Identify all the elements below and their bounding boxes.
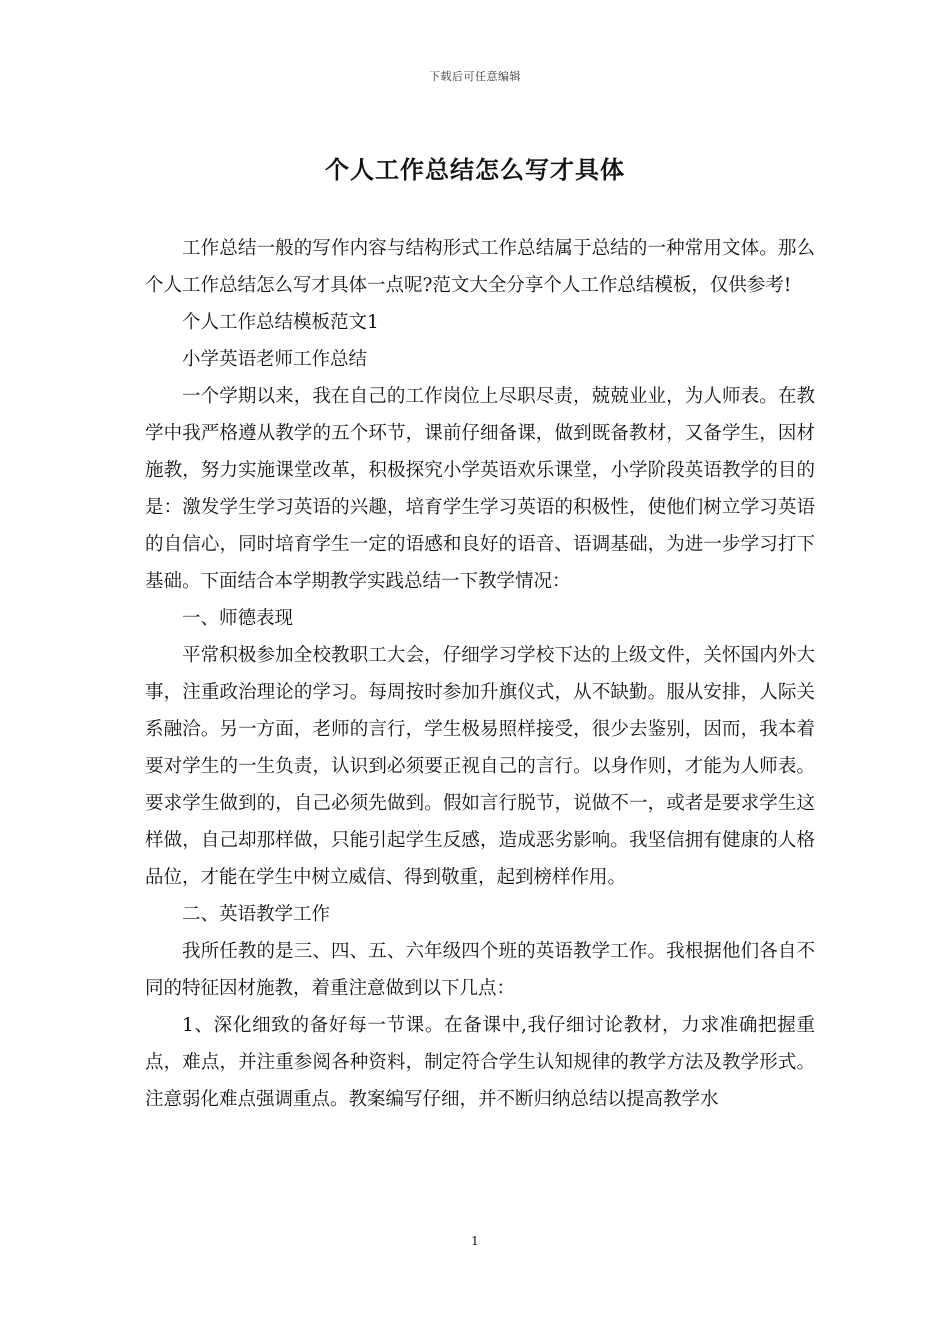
opening-paragraph: 一个学期以来，我在自己的工作岗位上尽职尽责，兢兢业业，为人师表。在教学中我严格遵从教学的五个环节，课前仔细备课，做到既备教材，又备学生，因材施教，努力实施课堂改革，积极探究小学英语欢乐课堂，小学阶段英语教学的目的是：激发学生学习英语的兴趣，培育学生学习英语的积极性，使他们树立学习英语的自信心，同时培育学生一定的语感和良好的语音、语调基础，为进一步学习打下基础。下面结合本学期教学实践总结一下教学情况：: [145, 386, 815, 592]
document-body: [145, 230, 815, 1118]
summary-subtitle: 小学英语老师工作总结: [182, 349, 368, 370]
header-note: 下载后可任意编辑: [429, 70, 521, 83]
page-title: 个人工作总结怎么写才具体: [325, 155, 625, 184]
ethics-paragraph: 平常积极参加全校教职工大会，仔细学习学校下达的上级文件，关怀国内外大事，注重政治理论的学习。每周按时参加升旗仪式，从不缺勤。服从安排，人际关系融洽。另一方面，老师的言行，学生极易照样接受，很少去鉴别，因而，我本着要对学生的一生负责，认识到必须要正视自己的言行。以身作则，才能为人师表。要求学生做到的，自己必须先做到。假如言行脱节，说做不一，或者是要求学生这样做，自己却那样做，只能引起学生反感，造成恶劣影响。我坚信拥有健康的人格品位，才能在学生中树立威信、得到敬重，起到榜样作用。: [145, 645, 815, 888]
section-heading-teaching: 二、英语教学工作: [182, 904, 331, 925]
lesson-prep-paragraph: 1、深化细致的备好每一节课。在备课中,我仔细讨论教材，力求准确把握重点，难点，并注重参阅各种资料，制定符合学生认知规律的教学方法及教学形式。注意弱化难点强调重点。教案编写仔细，并不断归纳总结以提高教学水: [145, 1015, 815, 1110]
teaching-paragraph: 我所任教的是三、四、五、六年级四个班的英语教学工作。我根据他们各自不同的特征因材施教，着重注意做到以下几点：: [145, 941, 815, 999]
section-heading-ethics: 一、师德表现: [182, 608, 294, 629]
page-number: 1: [471, 1234, 479, 1248]
intro-paragraph: 工作总结一般的写作内容与结构形式工作总结属于总结的一种常用文体。那么个人工作总结怎么写才具体一点呢?范文大全分享个人工作总结模板，仅供参考!: [145, 238, 815, 296]
template-heading: 个人工作总结模板范文1: [182, 312, 379, 333]
